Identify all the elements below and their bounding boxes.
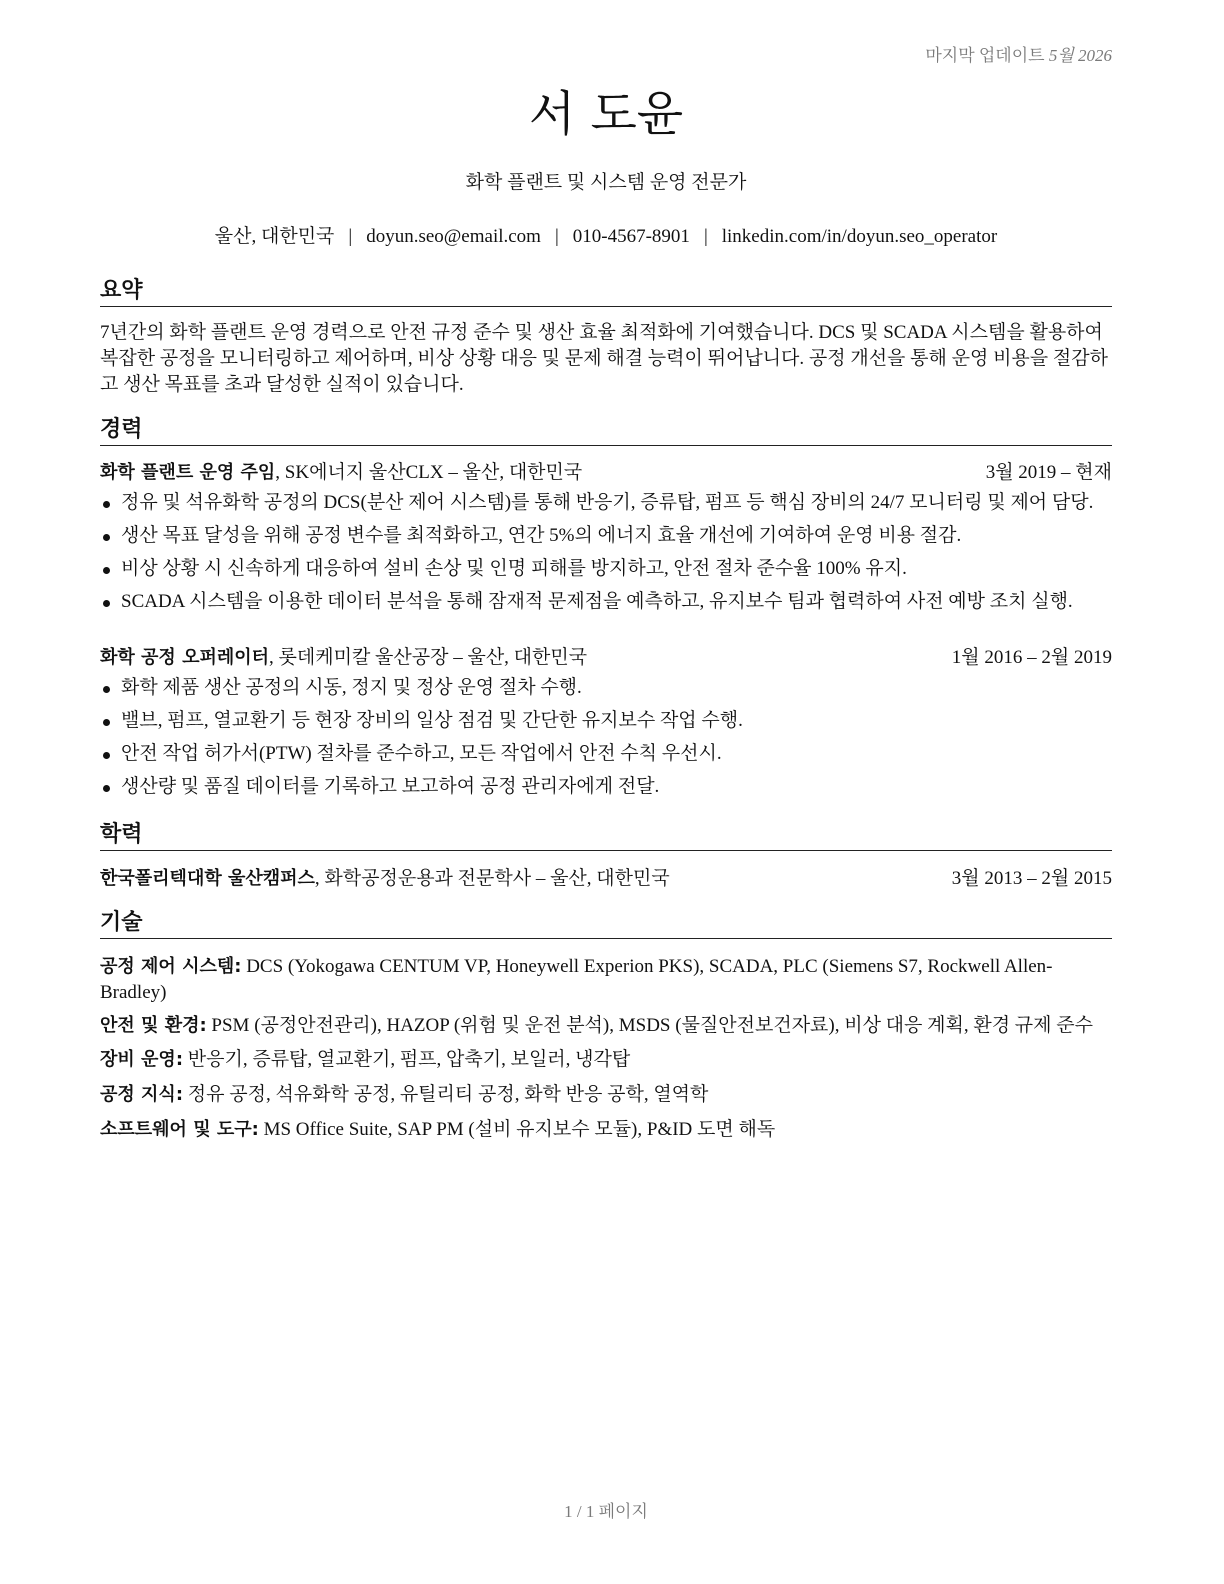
education-entry bbox=[100, 866, 1112, 893]
education-dates: 3월 2013 – 2월 2015 bbox=[951, 868, 1112, 889]
contact-email[interactable]: doyun.seo@email.com bbox=[366, 226, 541, 247]
summary-heading: 요약 bbox=[100, 278, 1112, 307]
list-item: 생산량 및 품질 데이터를 기록하고 보고하여 공정 관리자에게 전달. bbox=[100, 774, 1120, 801]
list-item: 안전 작업 허가서(PTW) 절차를 준수하고, 모든 작업에서 안전 수칙 우선시. bbox=[100, 741, 1120, 768]
skill-value: DCS (Yokogawa CENTUM VP, Honeywell Experion PKS), SCADA, PLC (Siemens S7, Rockwell Allen-Bradley) bbox=[100, 956, 1053, 1003]
skill-label: 공정 제어 시스템: bbox=[100, 956, 242, 977]
job-role: 화학 공정 오퍼레이터 bbox=[100, 647, 270, 668]
job-bullets bbox=[100, 675, 1120, 807]
experience-heading: 경력 bbox=[100, 417, 1112, 446]
contact-location: 울산, 대한민국 bbox=[214, 226, 335, 247]
page-number: 1 / 1 페이지 bbox=[564, 1502, 648, 1521]
last-updated-label: 마지막 업데이트 bbox=[925, 46, 1045, 65]
job-role: 화학 플랜트 운영 주임 bbox=[100, 462, 276, 483]
contact-separator: | bbox=[703, 226, 708, 247]
job-dates: 1월 2016 – 2월 2019 bbox=[951, 647, 1112, 668]
job-bullets bbox=[100, 490, 1120, 622]
skill-label: 안전 및 환경: bbox=[100, 1015, 207, 1036]
last-updated bbox=[925, 44, 1112, 68]
skill-value: PSM (공정안전관리), HAZOP (위험 및 운전 분석), MSDS (물질안전보건자료), 비상 대응 계획, 환경 규제 준수 bbox=[206, 1015, 1093, 1036]
job-header bbox=[100, 460, 1112, 487]
skill-value: 반응기, 증류탑, 열교환기, 펌프, 압축기, 보일러, 냉각탑 bbox=[183, 1049, 631, 1070]
skill-value: MS Office Suite, SAP PM (설비 유지보수 모듈), P&ID 도면 해독 bbox=[258, 1119, 776, 1140]
skill-item bbox=[100, 954, 1112, 1005]
skill-item bbox=[100, 1082, 1112, 1108]
skill-label: 소프트웨어 및 도구: bbox=[100, 1119, 259, 1140]
skill-item bbox=[100, 1117, 1112, 1143]
job-dates: 3월 2019 – 현재 bbox=[985, 462, 1112, 483]
list-item: 비상 상황 시 신속하게 대응하여 설비 손상 및 인명 피해를 방지하고, 안전 절차 준수율 100% 유지. bbox=[100, 556, 1120, 583]
candidate-name: 서 도윤 bbox=[528, 86, 684, 142]
list-item: 밸브, 펌프, 열교환기 등 현장 장비의 일상 점검 및 간단한 유지보수 작업 수행. bbox=[100, 708, 1120, 735]
summary-text: 7년간의 화학 플랜트 운영 경력으로 안전 규정 준수 및 생산 효율 최적화에 기여했습니다. DCS 및 SCADA 시스템을 활용하여 복잡한 공정을 모니터링하고 제어하며, 비상 상황 대응 및 문제 해결 능력이 뛰어납니다. 공정 개선을 통해 운영 비용을 절감하고 생산 목표를 초과 달성한 실적이 있습니다. bbox=[100, 322, 1108, 396]
list-item: SCADA 시스템을 이용한 데이터 분석을 통해 잠재적 문제점을 예측하고, 유지보수 팀과 협력하여 사전 예방 조치 실행. bbox=[100, 589, 1120, 616]
job-header bbox=[100, 645, 1112, 672]
contact-phone: 010-4567-8901 bbox=[572, 226, 690, 247]
skill-label: 공정 지식: bbox=[100, 1084, 184, 1105]
skills-heading: 기술 bbox=[100, 910, 1112, 939]
education-school: 한국폴리텍대학 울산캠퍼스 bbox=[100, 868, 315, 889]
skill-label: 장비 운영: bbox=[100, 1049, 184, 1070]
list-item: 정유 및 석유화학 공정의 DCS(분산 제어 시스템)를 통해 반응기, 증류탑, 펌프 등 핵심 장비의 24/7 모니터링 및 제어 담당. bbox=[100, 490, 1120, 517]
candidate-subtitle: 화학 플랜트 및 시스템 운영 전문가 bbox=[465, 172, 747, 193]
education-heading: 학력 bbox=[100, 822, 1112, 851]
last-updated-date: 5월 2026 bbox=[1048, 46, 1112, 65]
contact-separator: | bbox=[348, 226, 353, 247]
skill-item bbox=[100, 1047, 1112, 1073]
skill-value: 정유 공정, 석유화학 공정, 유틸리티 공정, 화학 반응 공학, 열역학 bbox=[183, 1084, 709, 1105]
job-org: , 롯데케미칼 울산공장 – 울산, 대한민국 bbox=[269, 647, 588, 668]
education-detail: , 화학공정운용과 전문학사 – 울산, 대한민국 bbox=[314, 868, 670, 889]
resume-page bbox=[100, 0, 1112, 1584]
list-item: 화학 제품 생산 공정의 시동, 정지 및 정상 운영 절차 수행. bbox=[100, 675, 1120, 702]
skill-item bbox=[100, 1013, 1112, 1039]
job-org: , SK에너지 울산CLX – 울산, 대한민국 bbox=[275, 462, 583, 483]
contact-line bbox=[100, 224, 1112, 251]
contact-separator: | bbox=[554, 226, 559, 247]
list-item: 생산 목표 달성을 위해 공정 변수를 최적화하고, 연간 5%의 에너지 효율 개선에 기여하여 운영 비용 절감. bbox=[100, 523, 1120, 550]
contact-linkedin[interactable]: linkedin.com/in/doyun.seo_operator bbox=[721, 226, 998, 247]
